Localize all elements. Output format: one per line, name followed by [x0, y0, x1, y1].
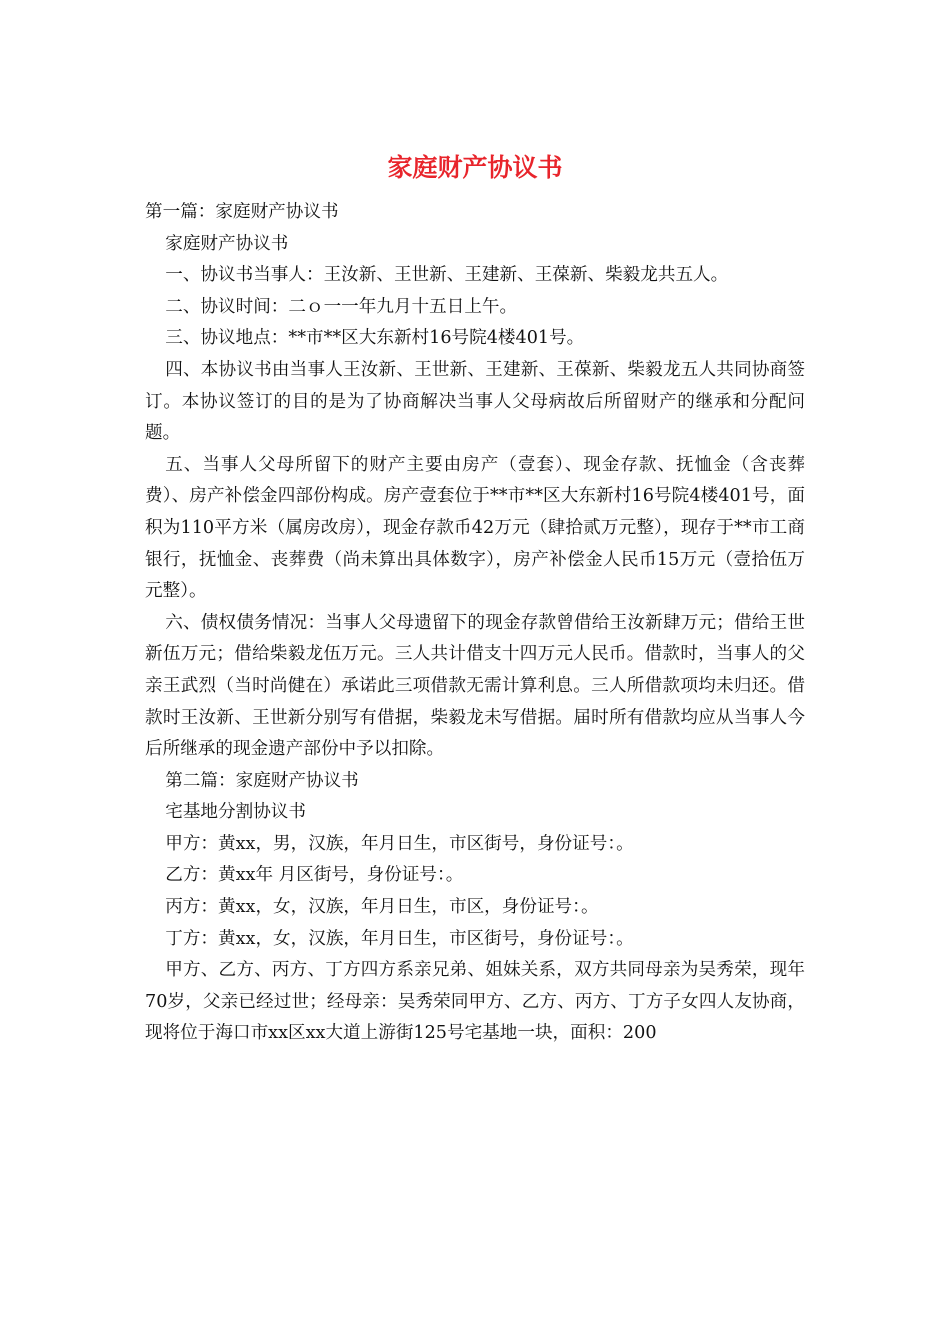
- paragraph-party-c: 丙方：黄xx，女，汉族，年月日生，市区，身份证号：。: [165, 897, 599, 918]
- document-title: 家庭财产协议书: [387, 153, 563, 182]
- paragraph-clause-4: 四、本协议书由当事人王汝新、王世新、王建新、王葆新、柴毅龙五人共同协商签订。本协议签订的目的是为了协商解决当事人父母病故后所留财产的继承和分配问题。: [145, 359, 805, 444]
- paragraph-party-b: 乙方：黄xx年 月区街号，身份证号：。: [165, 865, 464, 886]
- paragraph-agreement-text: 甲方、乙方、丙方、丁方四方系亲兄弟、姐妹关系，双方共同母亲为吴秀荣，现年70岁，父亲已经过世；经母亲：吴秀荣同甲方、乙方、丙方、丁方子女四人友协商，现将位于海口市xx区xx大道上游街125号宅基地一块，面积：200: [145, 960, 805, 1044]
- paragraph-clause-1: 一、协议书当事人：王汝新、王世新、王建新、王葆新、柴毅龙共五人。: [165, 265, 729, 286]
- paragraph-clause-5: 五、当事人父母所留下的财产主要由房产（壹套）、现金存款、抚恤金（含丧葬费）、房产补偿金四部份构成。房产壹套位于**市**区大东新村16号院4楼401号，面积为110平方米（属房改房），现金存款币42万元（肆拾贰万元整），现存于**市工商银行，抚恤金、丧葬费（尚未算出具体数字），房产补偿金人民币15万元（壹拾伍万元整）。: [145, 454, 805, 602]
- paragraph-subtitle-1: 家庭财产协议书: [165, 233, 289, 254]
- paragraph-clause-2: 二、协议时间：二ｏ一一年九月十五日上午。: [165, 296, 518, 317]
- section-heading-1: 第一篇：家庭财产协议书: [145, 202, 339, 222]
- paragraph-clause-3: 三、协议地点：**市**区大东新村16号院4楼401号。: [165, 328, 585, 349]
- paragraph-subtitle-2: 宅基地分割协议书: [165, 802, 306, 823]
- document-body: [145, 197, 805, 1050]
- paragraph-party-a: 甲方：黄xx，男，汉族，年月日生，市区街号，身份证号：。: [165, 833, 634, 854]
- paragraph-party-d: 丁方：黄xx，女，汉族，年月日生，市区街号，身份证号：。: [165, 928, 634, 949]
- section-heading-2: 第二篇：家庭财产协议书: [165, 770, 359, 791]
- paragraph-clause-6: 六、债权债务情况：当事人父母遗留下的现金存款曾借给王汝新肆万元；借给王世新伍万元；借给柴毅龙伍万元。三人共计借支十四万元人民币。借款时，当事人的父亲王武烈（当时尚健在）承诺此三项借款无需计算利息。三人所借款项均未归还。借款时王汝新、王世新分别写有借据，柴毅龙未写借据。届时所有借款均应从当事人今后所继承的现金遗产部份中予以扣除。: [145, 612, 805, 760]
